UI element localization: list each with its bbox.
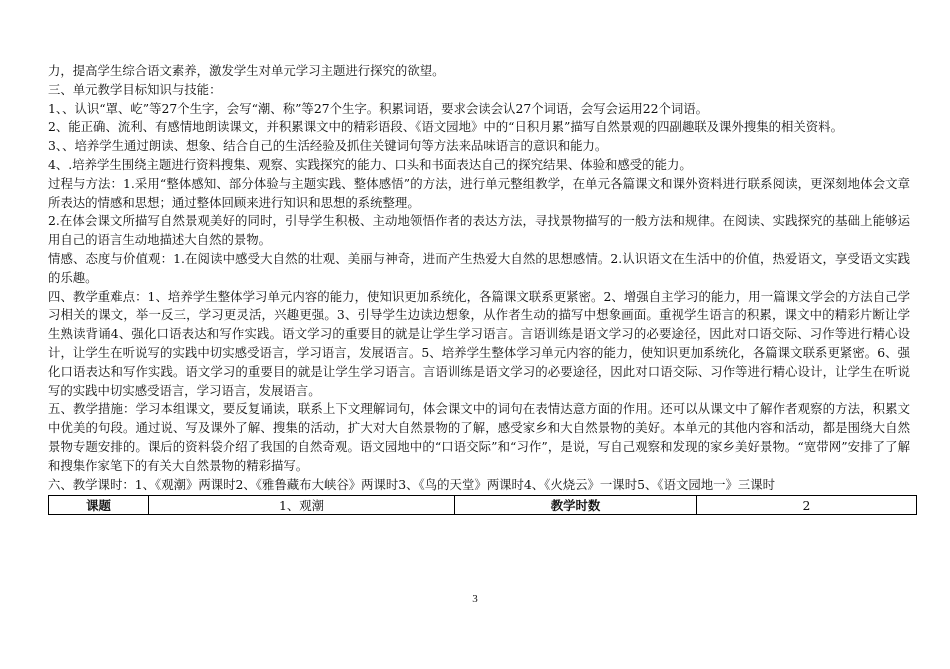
page-number: 3: [472, 593, 478, 605]
heading-unit-goals: 三、单元教学目标知识与技能：: [48, 81, 222, 97]
table-row: [49, 496, 917, 515]
key-difficulties: 四、教学重难点：1、培养学生整体学习单元内容的能力，使知识更加系统化，各篇课文联系更紧密。2、增强自主学习的能力，用一篇课文学会的方法自己学习相关的课文，举一反三，学习更灵活，兴趣更强。3、引导学生边读边想象，从作者生动的描写中想象画面。重视学生语言的积累，课文中的精彩片断让学生熟读背诵4、强化口语表达和写作实践。语文学习的重要目的就是让学生学习语言。言语训练是语文学习的必要途径，因此对口语交际、习作等进行精心设计，让学生在听说写的实践中切实感受语言，学习语言，发展语言。5、培养学生整体学习单元内容的能力，使知识更加系统化，各篇课文联系更紧密。6、强化口语表达和写作实践。语文学习的重要目的就是让学生学习语言。言语训练是语文学习的必要途径，因此对口语交际、习作等进行精心设计，让学生在听说写的实践中切实感受语言，学习语言，发展语言。: [48, 288, 910, 398]
goal-item-4: 4、.培养学生围绕主题进行资料搜集、观察、实践探究的能力、口头和书面表达自己的探究结果、体验和感受的能力。: [48, 156, 692, 172]
process-method-1: 过程与方法：1.采用“整体感知、部分体验与主题实践、整体感悟”的方法，进行单元整组教学，在单元各篇课文和课外资料进行联系阅读，更深刻地体会文章所表达的情感和思想；通过整体回顾来进行知识和思想的系统整理。: [48, 175, 910, 210]
goal-item-1: 1、、认识“罩、屹”等27个生字，会写“潮、称”等27个生字。积累词语，要求会读会认27个词语，会写会运用22个词语。: [48, 100, 709, 116]
hours-label-cell: 教学时数: [455, 496, 697, 515]
document-page: [48, 62, 910, 515]
paragraph-intro-end: 力，提高学生综合语文素养，激发学生对单元学习主题进行探究的欲望。: [48, 63, 445, 78]
goal-item-2: 2、能正确、流利、有感情地朗读课文，并积累课文中的精彩语段、《语文园地》中的“日积月累”描写自然景观的四副趣联及课外搜集的相关资料。: [48, 119, 843, 135]
lesson-table: [48, 495, 917, 515]
hours-value-cell: 2: [697, 496, 917, 515]
teaching-measures: 五、教学措施：学习本组课文，要反复诵读，联系上下文理解词句，体会课文中的词句在表情达意方面的作用。还可以从课文中了解作者观察的方法，积累文中优美的句段。通过说、写及课外了解、搜集的活动，扩大对大自然景物的了解，感受家乡和大自然景物的美好。本单元的其他内容和活动，都是围绕大自然景物专题安排的。课后的资料袋介绍了我国的自然奇观。语文园地中的“口语交际”和“习作”，是说，写自己观察和发现的家乡美好景物。“宽带网”安排了了解和搜集作家笔下的有关大自然景物的精彩描写。: [48, 401, 910, 473]
class-hours: 六、教学课时：1、《观潮》两课时2、《雅鲁藏布大峡谷》两课时3、《鸟的天堂》两课时4、《火烧云》一课时5、《语文园地一》三课时: [48, 476, 776, 492]
lesson-value-cell: 1、观潮: [149, 496, 455, 515]
goal-item-3: 3、、培养学生通过朗读、想象、结合自己的生活经验及抓住关键词句等方法来品味语言的意识和能力。: [48, 138, 608, 154]
lesson-label-cell: 课题: [49, 496, 149, 515]
emotion-values: 情感、态度与价值观：1.在阅读中感受大自然的壮观、美丽与神奇，进而产生热爱大自然的思想感情。2.认识语文在生活中的价值，热爱语文，享受语文实践的乐趣。: [48, 250, 910, 285]
process-method-2: 2.在体会课文所描写自然景观美好的同时，引导学生积极、主动地领悟作者的表达方法，寻找景物描写的一般方法和规律。在阅读、实践探究的基础上能够运用自己的语言生动地描述大自然的景物。: [48, 213, 910, 248]
